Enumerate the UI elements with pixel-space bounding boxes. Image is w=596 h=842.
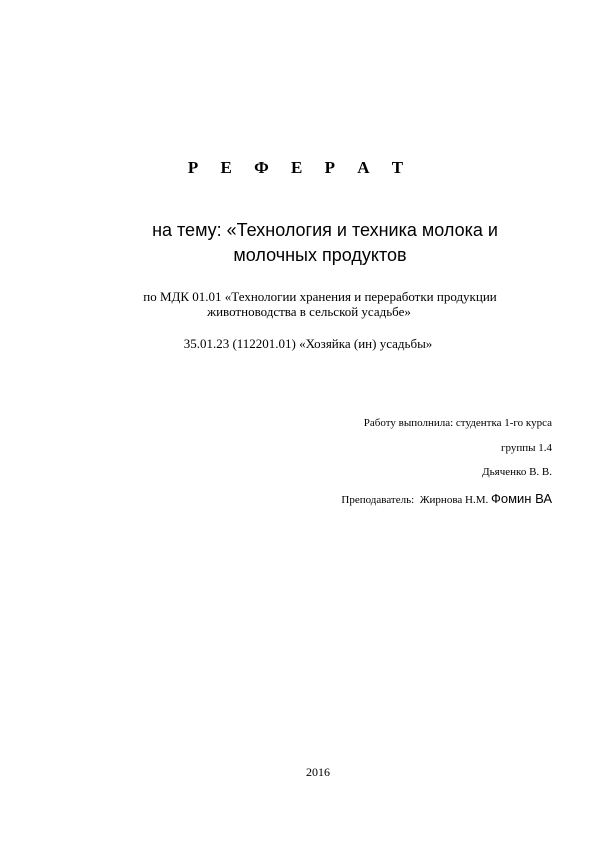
topic-line-2: молочных продуктов [233, 245, 407, 265]
author-line: Работу выполнила: студентка 1-го курса [363, 417, 552, 429]
mdk-line-1: по МДК 01.01 «Технологии хранения и переработки продукции [143, 289, 497, 304]
teacher-line [341, 492, 552, 507]
mdk-line-2: животноводства в сельской усадьбе» [207, 304, 411, 319]
teacher-name-1: Жирнова Н.М. [419, 494, 489, 506]
teacher-name-2: Фомин ВА [490, 491, 552, 506]
teacher-label: Преподаватель: [341, 494, 415, 506]
author-name: Дьяченко В. В. [482, 466, 552, 478]
topic-line-1: на тему: «Технология и техника молока и [152, 220, 498, 240]
document-year: 2016 [306, 765, 330, 779]
specialty-line: 35.01.23 (112201.01) «Хозяйка (ин) усадьбы» [183, 336, 433, 351]
group-line: группы 1.4 [500, 442, 552, 454]
document-title: Р Е Ф Е Р А Т [187, 158, 413, 177]
